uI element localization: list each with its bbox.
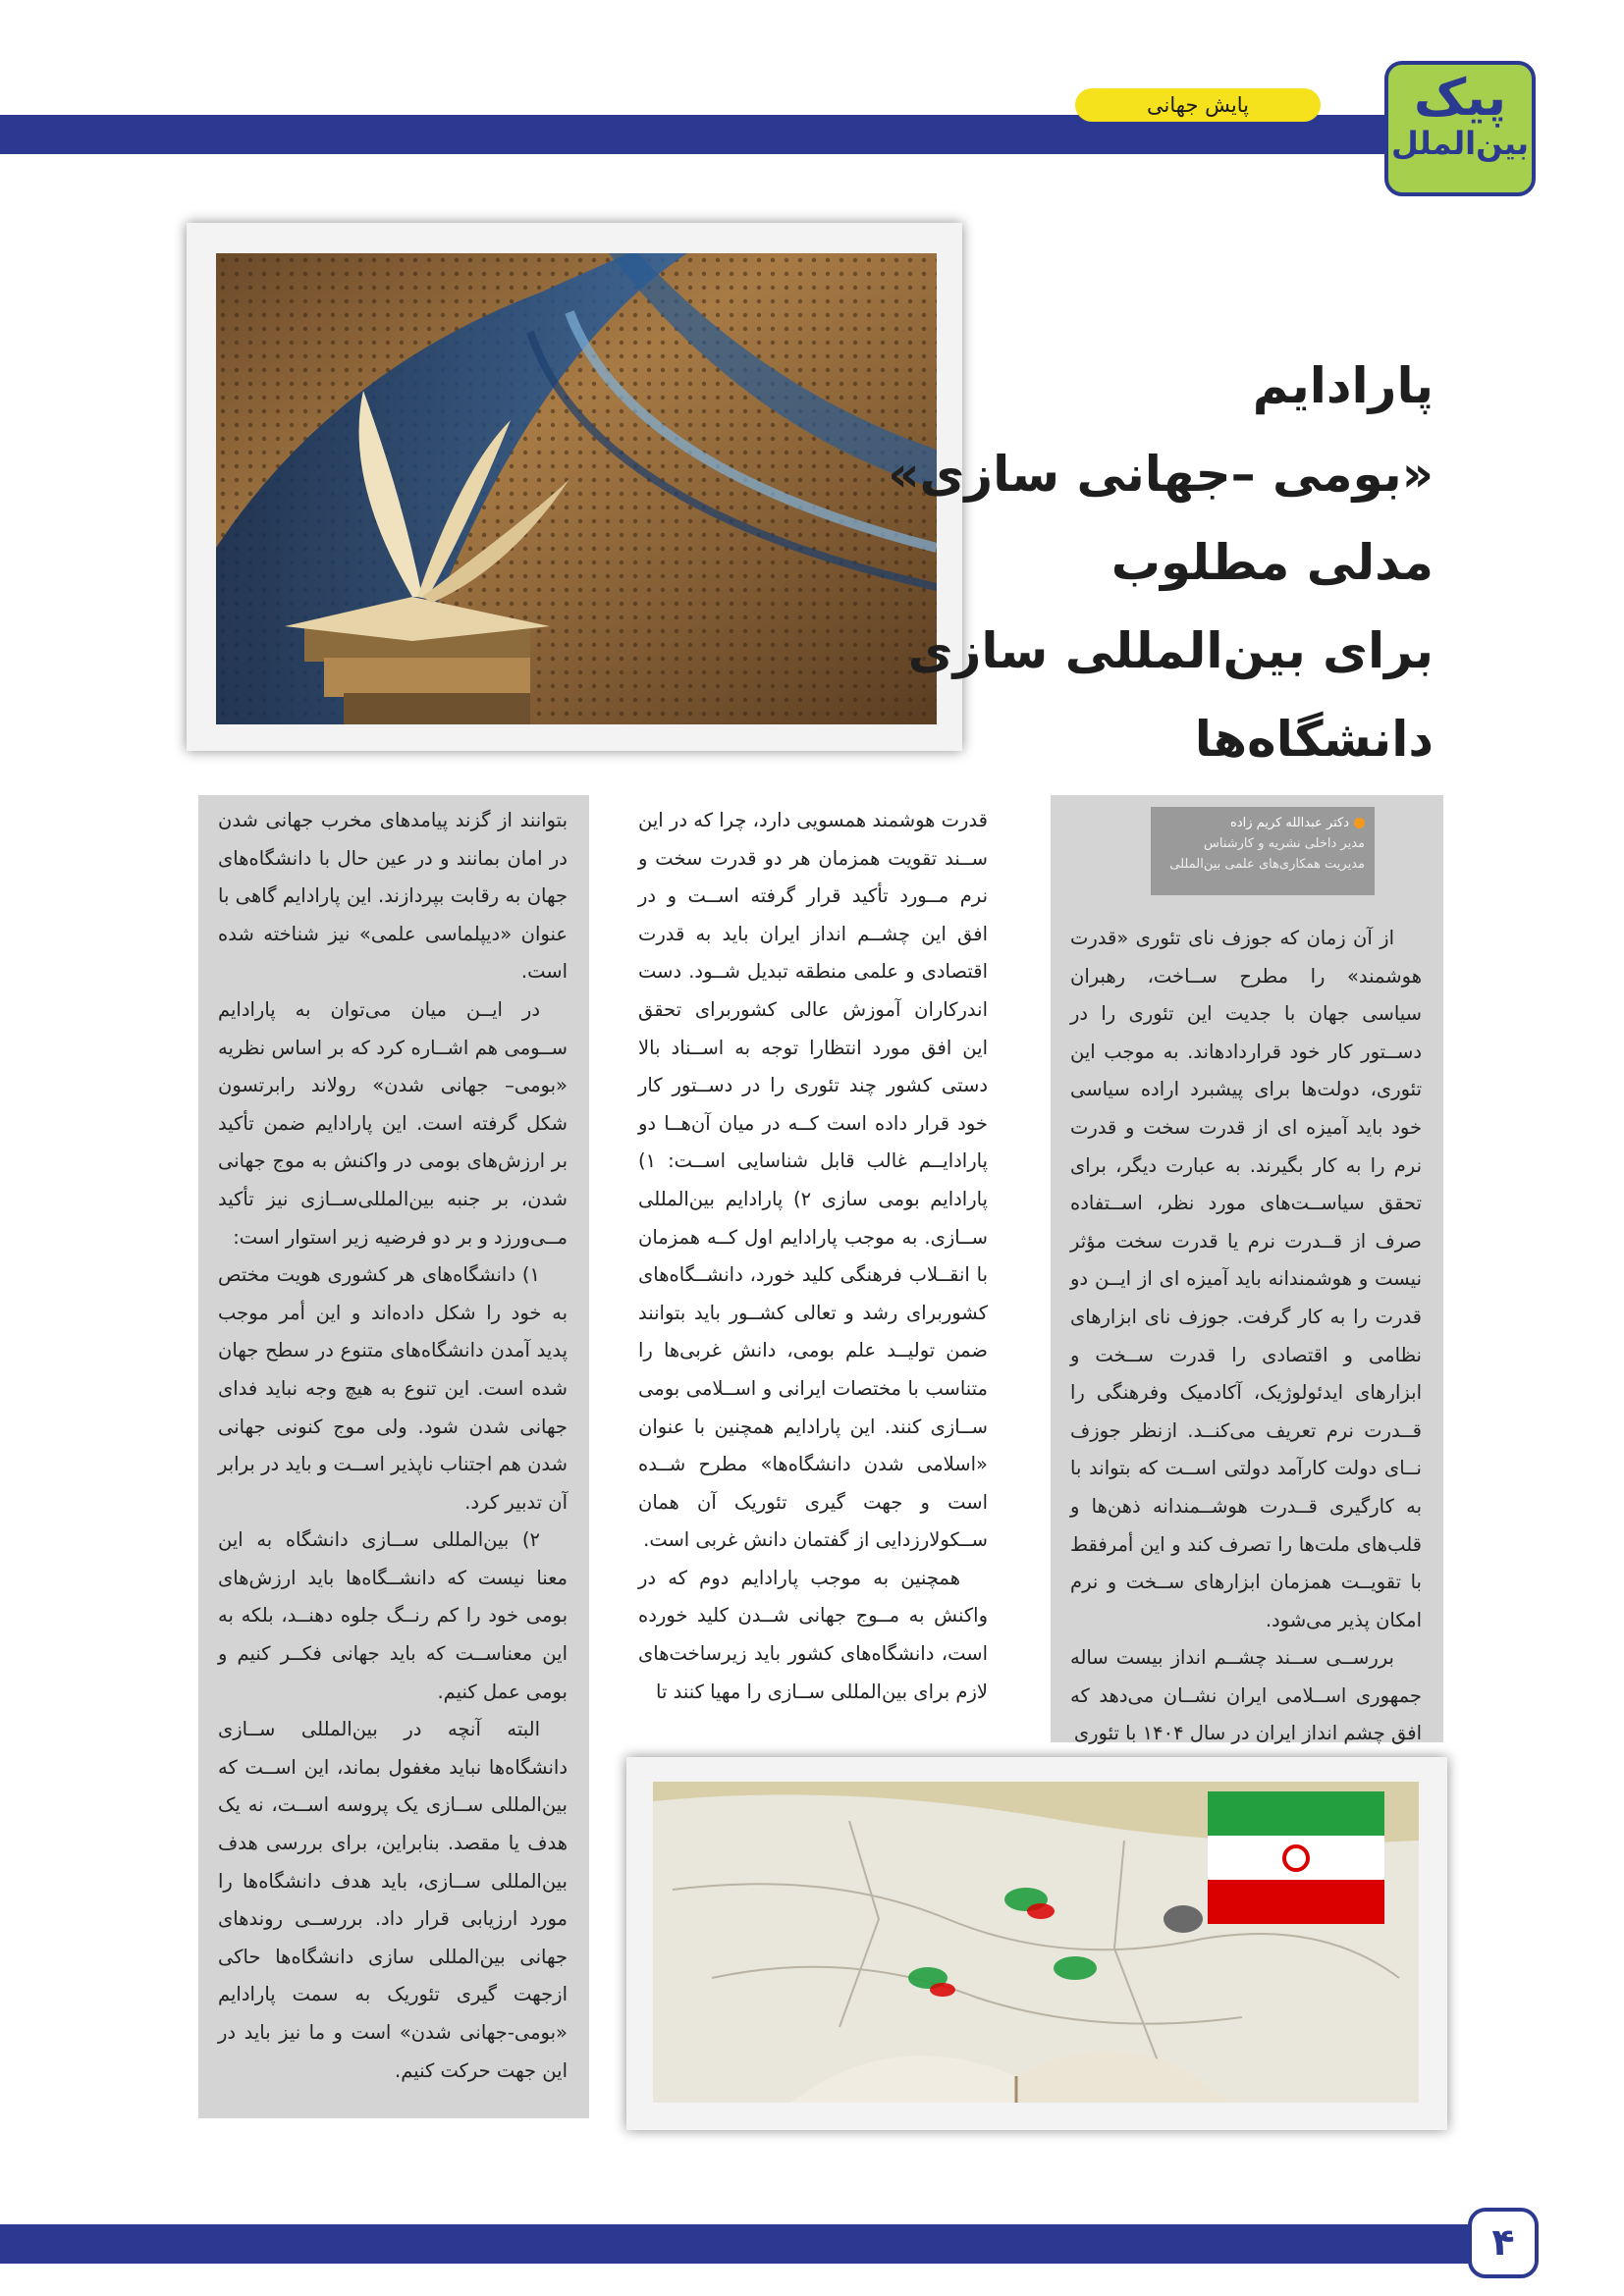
paragraph: در ایــن میان می‌توان به پارادایم ســومی هم اشــاره کرد که بر اساس نظریه «بومی– جهانی شدن» رولاند رابرتسون شکل گرفته است. این پارادایم ضمن تأکید بر ارزش‌های بومی در واکنش به موج جهانی شدن، بر جنبه بین‌المللی‌ســازی نیز تأکید مــی‌ورزد و بر دو فرضیه زیر استوار است:	[218, 997, 568, 1249]
title-line: پارادایم	[1252, 357, 1434, 414]
section-label: پایش جهانی	[1075, 88, 1321, 122]
map-book-flag-image	[653, 1782, 1419, 2103]
author-role: مدیریت همکاری‌های علمی بین‌المللی	[1169, 857, 1365, 872]
logo-line-2: بین‌الملل	[1391, 125, 1529, 162]
article-text-middle-column	[638, 802, 988, 1711]
paragraph: بتوانند از گزند پیامدهای مخرب جهانی شدن در امان بمانند و در عین حال با دانشگاه‌های جهان به رقابت بپردازند. این پارادایم گاهی با عنوان «دیپلماسی علمی» نیز شناخته شده است.	[218, 809, 568, 984]
article-text-right-column	[1070, 920, 1422, 1753]
title-line: مدلی مطلوب	[1110, 534, 1434, 591]
article-text-left-column	[218, 802, 568, 2090]
article-title	[888, 342, 1434, 783]
paragraph: قدرت هوشمند همسویی دارد، چرا که در این ســند تقویت همزمان هر دو قدرت سخت و نرم مــورد تأکید قرار گرفته اســت و در افق این چشــم انداز ایران باید به قدرت اقتصادی و علمی منطقه تبدیل شــود. دست اندرکاران آموزش عالی کشوربرای تحقق این افق مورد انتظارا توجه به اســناد بالا دستی کشور چند تئوری را در دســتور کار خود قرار داده است کــه در میان آن‌هــا دو پارادایــم غالب قابل شناسایی اســت: ۱) پارادایم بومی سازی ۲) پارادایم بین‌المللی ســازی. به موجب پارادایم اول کــه همزمان با انقــلاب فرهنگی کلید خورد، دانشــگاه‌های کشوربرای رشد و تعالی کشــور باید بتوانند ضمن تولیــد علم بومی، دانش غربی‌ها را متناسب با مختصات ایرانی و اســلامی بومی ســازی کنند. این پارادایم همچنین با عنوان «اسلامی شدن دانشگاه‌ها» مطرح شــده است و جهت گیری تئوریک آن همان ســکولارزدایی از گفتمان دانش غربی است.	[638, 809, 988, 1552]
paragraph: ۲) بین‌المللی ســازی دانشگاه به این معنا نیست که دانشــگاه‌ها باید ارزش‌های بومی خود را کم رنــگ جلوه دهنــد، بلکه به این معناســت که باید جهانی فکــر کنیم و بومی عمل کنیم.	[218, 1528, 568, 1703]
paragraph: ۱) دانشگاه‌های هر کشوری هویت مختص به خود را شکل داده‌اند و این أمر موجب پدید آمدن دانشگاه‌های متنوع در سطح جهان شده است. این تنوع به هیچ وجه نباید فدای جهانی شدن شود. ولی موج کنونی جهانی شدن هم اجتناب ناپذیر اســت و باید در برابر آن تدبیر کرد.	[218, 1263, 568, 1514]
author-byline	[1151, 807, 1375, 895]
paragraph: همچنین به موجب پارادایم دوم که در واکنش به مــوج جهانی شــدن کلید خورده است، دانشگاه‌های کشور باید زیرساخت‌های لازم برای بین‌المللی ســازی را مهیا کنند تا	[638, 1566, 988, 1703]
author-name: دکتر عبدالله کریم زاده	[1161, 813, 1365, 833]
title-line: برای بین‌المللی سازی	[907, 622, 1434, 679]
books-mosque-image	[216, 253, 937, 724]
bullet-icon	[1354, 818, 1365, 828]
magazine-logo	[1384, 61, 1536, 196]
title-line: دانشگاه‌ها	[1194, 711, 1434, 768]
logo-line-1: پیک	[1414, 69, 1506, 128]
page-number: ۴	[1468, 2208, 1539, 2278]
footer-bar	[0, 2224, 1478, 2264]
author-role: مدیر داخلی نشریه و کارشناس	[1203, 836, 1365, 851]
paragraph: بررســی ســند چشــم انداز بیست ساله جمهوری اســلامی ایران نشــان می‌دهد که افق چشم انداز ایران در سال ۱۴۰۴ با تئوری	[1070, 1646, 1422, 1745]
paragraph: البته آنچه در بین‌المللی ســازی دانشگاه‌ها نباید مغفول بماند، این اســت که بین‌المللی ســازی یک پروسه اســت، نه یک هدف یا مقصد. بنابراین، برای بررسی هدف بین‌المللی ســازی، باید هدف دانشگاه‌ها را مورد ارزیابی قرار داد. بررســی روندهای جهانی بین‌المللی سازی دانشگاه‌ها حاکی ازجهت گیری تئوریک به سمت پارادایم «بومی-جهانی شدن» است و ما نیز باید در این جهت حرکت کنیم.	[218, 1718, 568, 2082]
title-line: «بومی –جهانی سازی»	[888, 446, 1434, 503]
paragraph: از آن زمان که جوزف نای تئوری «قدرت هوشمند» را مطرح ســاخت، رهبران سیاسی جهان با جدیت این تئوری را در دســتور کار خود قراردادهاند. به موجب این تئوری، دولت‌ها برای پیشبرد اراده سیاسی خود باید آمیزه ای از قدرت سخت و قدرت نرم را به کار بگیرند. به عبارت دیگر، برای تحقق سیاســت‌های مورد نظر، اســتفاده صرف از قــدرت نرم یا قدرت سخت مؤثر نیست و هوشمندانه باید آمیزه ای از ایــن دو قدرت را به کار گرفت. جوزف نای ابزارهای نظامی و اقتصادی را قدرت ســخت و ابزارهای ایدئولوژیک، آکادمیک وفرهنگی را قــدرت نرم تعریف می‌کنــد. ازنظر جوزف نــای دولت کارآمد دولتی اســت که بتواند با به کارگیری قــدرت هوشــمندانه ذهن‌ها و قلب‌های ملت‌ها را تصرف کند و این أمرفقط با تقویــت همزمان ابزارهای ســخت و نرم امکان پذیر می‌شود.	[1070, 927, 1422, 1631]
